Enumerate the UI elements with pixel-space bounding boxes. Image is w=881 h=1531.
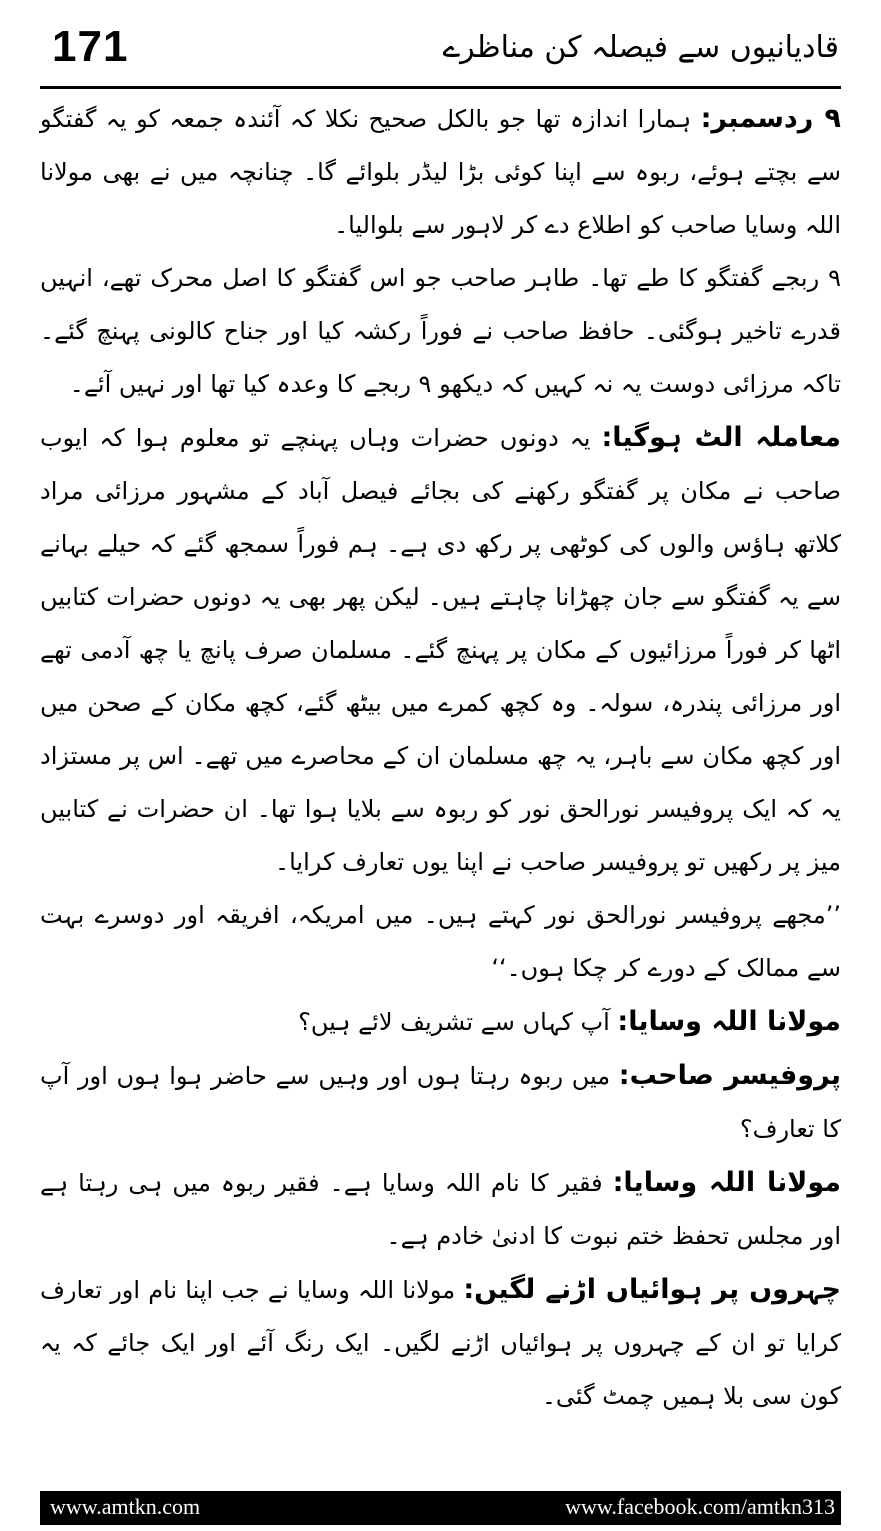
running-title: قادیانیوں سے فیصلہ کن مناظرے: [442, 30, 839, 65]
paragraph-december-9: [40, 92, 841, 252]
website-link[interactable]: www.amtkn.com: [50, 1494, 201, 1519]
page-header: [0, 0, 881, 90]
header-divider: [40, 86, 841, 89]
section-heading-faces: چہروں پر ہوائیاں اڑنے لگیں:: [463, 1274, 841, 1305]
paragraph-quote-professor: [40, 889, 841, 995]
facebook-link[interactable]: www.facebook.com/amtkn313: [565, 1494, 835, 1519]
quote-text: ’’مجھے پروفیسر نورالحق نور کہتے ہیں۔ میں امریکہ، افریقہ اور دوسرے بہت سے ممالک کے دورے کر چکا ہوں۔‘‘: [40, 901, 841, 982]
page-body: [40, 92, 841, 1423]
paragraph-matter-reversed: [40, 411, 841, 889]
paragraph-text: مولانا اللہ وسایا نے جب اپنا نام اور تعارف کرایا تو ان کے چہروں پر ہوائیاں اڑنے لگیں۔ ایک رنگ آئے اور ایک جائے کہ یہ کون سی بلا ہمیں چمٹ گئی۔: [40, 1276, 841, 1410]
speaker-name: پروفیسر صاحب:: [618, 1060, 841, 1091]
dialogue-line: [40, 1049, 841, 1156]
dialogue-text: آپ کہاں سے تشریف لائے ہیں؟: [298, 1008, 618, 1036]
paragraph-text: ۹ ربجے گفتگو کا طے تھا۔ طاہر صاحب جو اس گفتگو کا اصل محرک تھے، انہیں قدرے تاخیر ہوگئی۔ حافظ صاحب نے فوراً رکشہ کیا اور جناح کالونی پہنچ گئے۔ تاکہ مرزائی دوست یہ نہ کہیں کہ دیکھو ۹ ربجے کا وعدہ کیا تھا اور نہیں آئے۔: [40, 264, 841, 398]
page-footer: [40, 1491, 841, 1525]
section-heading-date: ۹ ردسمبر:: [700, 103, 841, 134]
section-heading-matter-reversed: معاملہ الٹ ہوگیا:: [601, 422, 842, 453]
page-number: 171: [52, 22, 129, 71]
dialogue-text: فقیر کا نام اللہ وسایا ہے۔ فقیر ربوہ میں ہی رہتا ہے اور مجلس تحفظ ختم نبوت کا ادنیٰ خادم ہے۔: [40, 1169, 841, 1250]
paragraph-meeting-time: [40, 252, 841, 411]
dialogue-text: میں ربوہ رہتا ہوں اور وہیں سے حاضر ہوا ہوں اور آپ کا تعارف؟: [40, 1062, 841, 1143]
paragraph-text: یہ دونوں حضرات وہاں پہنچے تو معلوم ہوا کہ ایوب صاحب نے مکان پر گفتگو رکھنے کی بجائے فیصل آباد کے مشہور مرزائی مراد کلاتھ ہاؤس والوں کی کوٹھی پر رکھ دی ہے۔ ہم فوراً سمجھ گئے کہ حیلے بہانے سے یہ گفتگو سے جان چھڑانا چاہتے ہیں۔ لیکن پھر بھی یہ دونوں حضرات کتابیں اٹھا کر فوراً مرزائیوں کے مکان پر پہنچ گئے۔ مسلمان صرف پانچ یا چھ آدمی تھے اور مرزائی پندرہ، سولہ۔ وہ کچھ کمرے میں بیٹھ گئے، کچھ مکان کے صحن میں اور کچھ مکان سے باہر، یہ چھ مسلمان ان کے محاصرے میں تھے۔ اس پر مستزاد یہ کہ ایک پروفیسر نورالحق نور کو ربوہ سے بلایا ہوا تھا۔ ان حضرات نے کتابیں میز پر رکھیں تو پروفیسر صاحب نے اپنا یوں تعارف کرایا۔: [40, 424, 841, 876]
speaker-name: مولانا اللہ وسایا:: [612, 1167, 841, 1198]
dialogue-line: [40, 1156, 841, 1263]
dialogue-line: [40, 995, 841, 1049]
speaker-name: مولانا اللہ وسایا:: [617, 1006, 841, 1037]
paragraph-text: ہمارا اندازہ تھا جو بالکل صحیح نکلا کہ آئندہ جمعہ کو یہ گفتگو سے بچتے ہوئے، ربوہ سے اپنا کوئی بڑا لیڈر بلوائے گا۔ چنانچہ میں نے بھی مولانا اللہ وسایا صاحب کو اطلاع دے کر لاہور سے بلوالیا۔: [40, 105, 841, 239]
paragraph-faces-changed: [40, 1263, 841, 1423]
